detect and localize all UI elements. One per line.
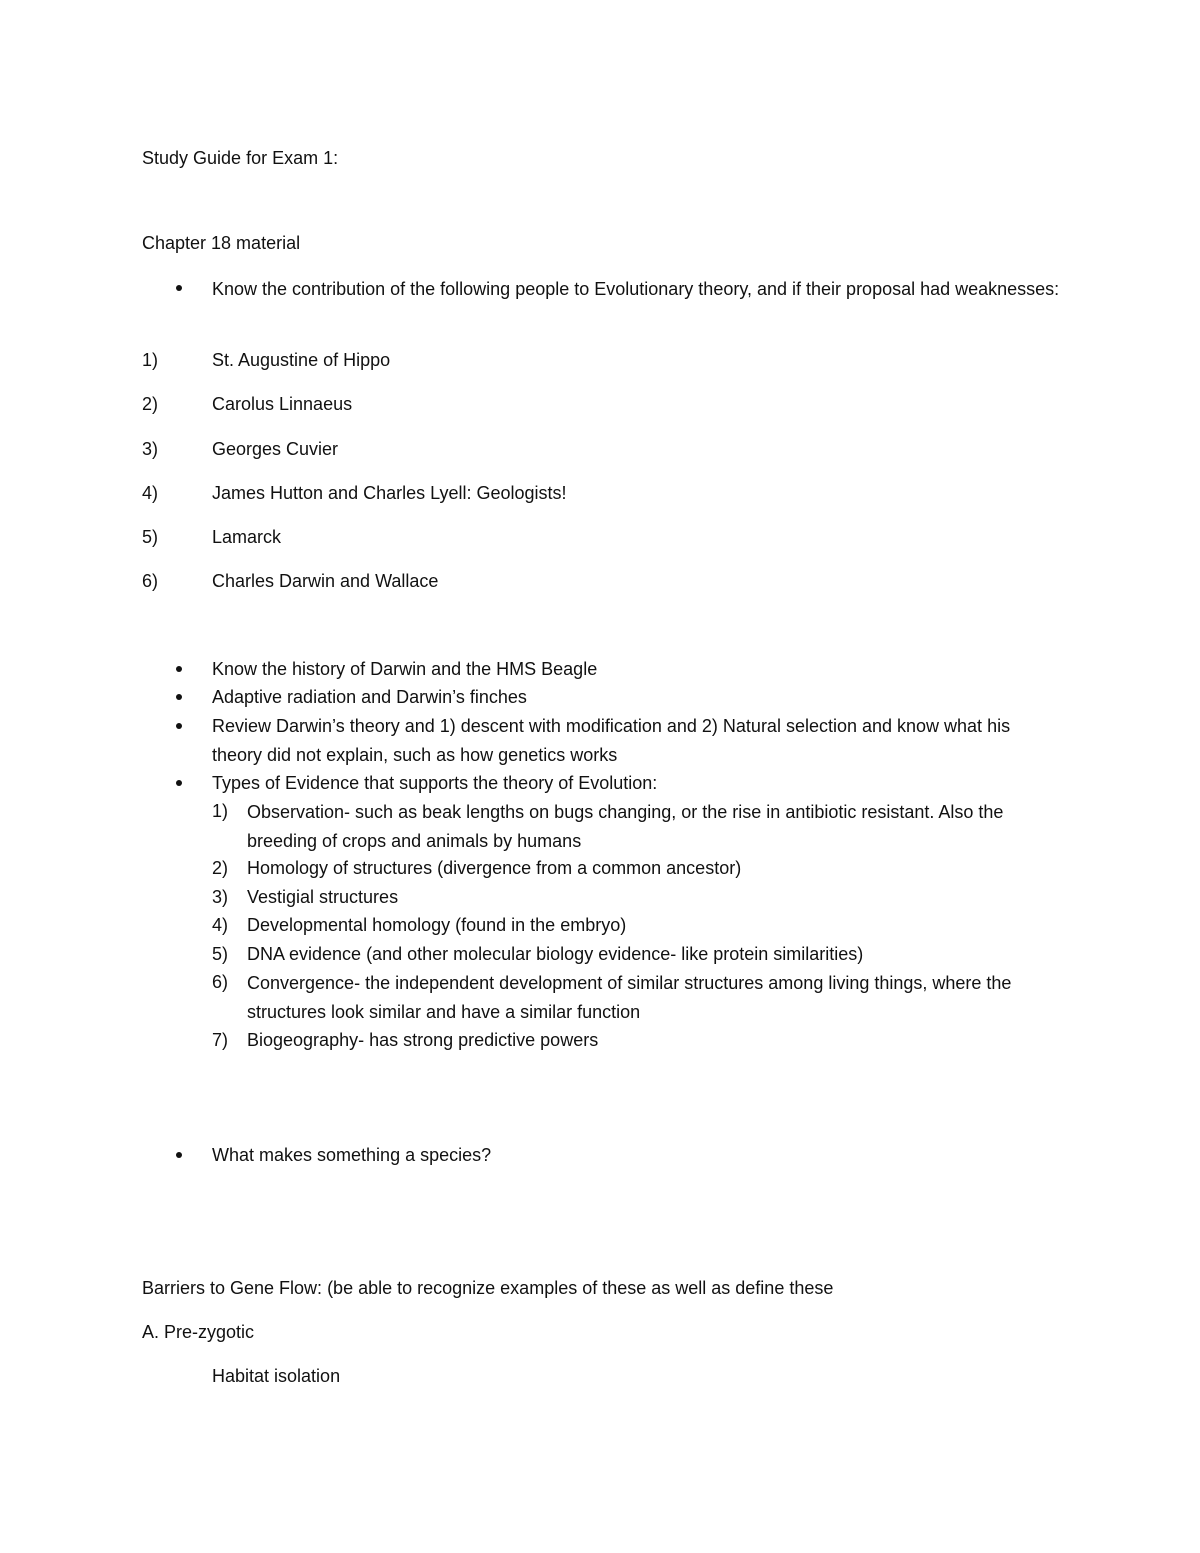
evidence-number: 3) [212,887,229,907]
evidence-number: 7) [212,1030,229,1050]
bullet-item: Types of Evidence that supports the theory of Evolution: [212,773,658,793]
people-item: Georges Cuvier [212,439,339,459]
evidence-number: 4) [212,915,229,935]
barriers-heading: Barriers to Gene Flow: (be able to recognize examples of these as well as define these [142,1278,834,1298]
bullet-icon [176,694,182,700]
evidence-item: Vestigial structures [247,887,399,907]
habitat-isolation-item: Habitat isolation [212,1366,341,1386]
bullet-icon [176,666,182,672]
intro-bullet-text: Know the contribution of the following people to Evolutionary theory, and if their proposal had weaknesses: [212,279,1060,299]
people-item: Lamarck [212,527,282,547]
bullet-item: Review Darwin’s theory and 1) descent with modification and 2) Natural selection and know what his theory did not explain, such as how genetics works [212,716,1011,765]
people-item: James Hutton and Charles Lyell: Geologists! [212,483,567,503]
evidence-item: Biogeography- has strong predictive powers [247,1030,599,1050]
people-number: 1) [142,350,159,370]
people-item: Charles Darwin and Wallace [212,571,439,591]
evidence-item: Observation- such as beak lengths on bugs changing, or the rise in antibiotic resistant. Also the breeding of crops and animals by humans [247,802,1004,851]
evidence-item: DNA evidence (and other molecular biology evidence- like protein similarities) [247,944,864,964]
people-number: 3) [142,439,159,459]
bullet-icon [176,1152,182,1158]
bullet-icon [176,780,182,786]
document-title: Study Guide for Exam 1: [142,148,339,168]
people-item: Carolus Linnaeus [212,394,353,414]
people-number: 5) [142,527,159,547]
people-number: 4) [142,483,159,503]
chapter-heading: Chapter 18 material [142,233,301,253]
prezygotic-heading: A. Pre-zygotic [142,1322,255,1342]
evidence-item: Developmental homology (found in the embryo) [247,915,627,935]
people-item: St. Augustine of Hippo [212,350,391,370]
bullet-item: Adaptive radiation and Darwin’s finches [212,687,527,707]
evidence-number: 5) [212,944,229,964]
evidence-number: 1) [212,801,229,821]
evidence-item: Convergence- the independent development of similar structures among living things, where the structures look similar and have a similar function [247,973,1012,1022]
people-number: 2) [142,394,159,414]
people-number: 6) [142,571,159,591]
bullet-item: Know the history of Darwin and the HMS Beagle [212,659,598,679]
evidence-number: 6) [212,972,229,992]
bullet-icon [176,285,182,291]
bullet-icon [176,723,182,729]
evidence-number: 2) [212,858,229,878]
species-question: What makes something a species? [212,1145,492,1165]
evidence-item: Homology of structures (divergence from a common ancestor) [247,858,742,878]
